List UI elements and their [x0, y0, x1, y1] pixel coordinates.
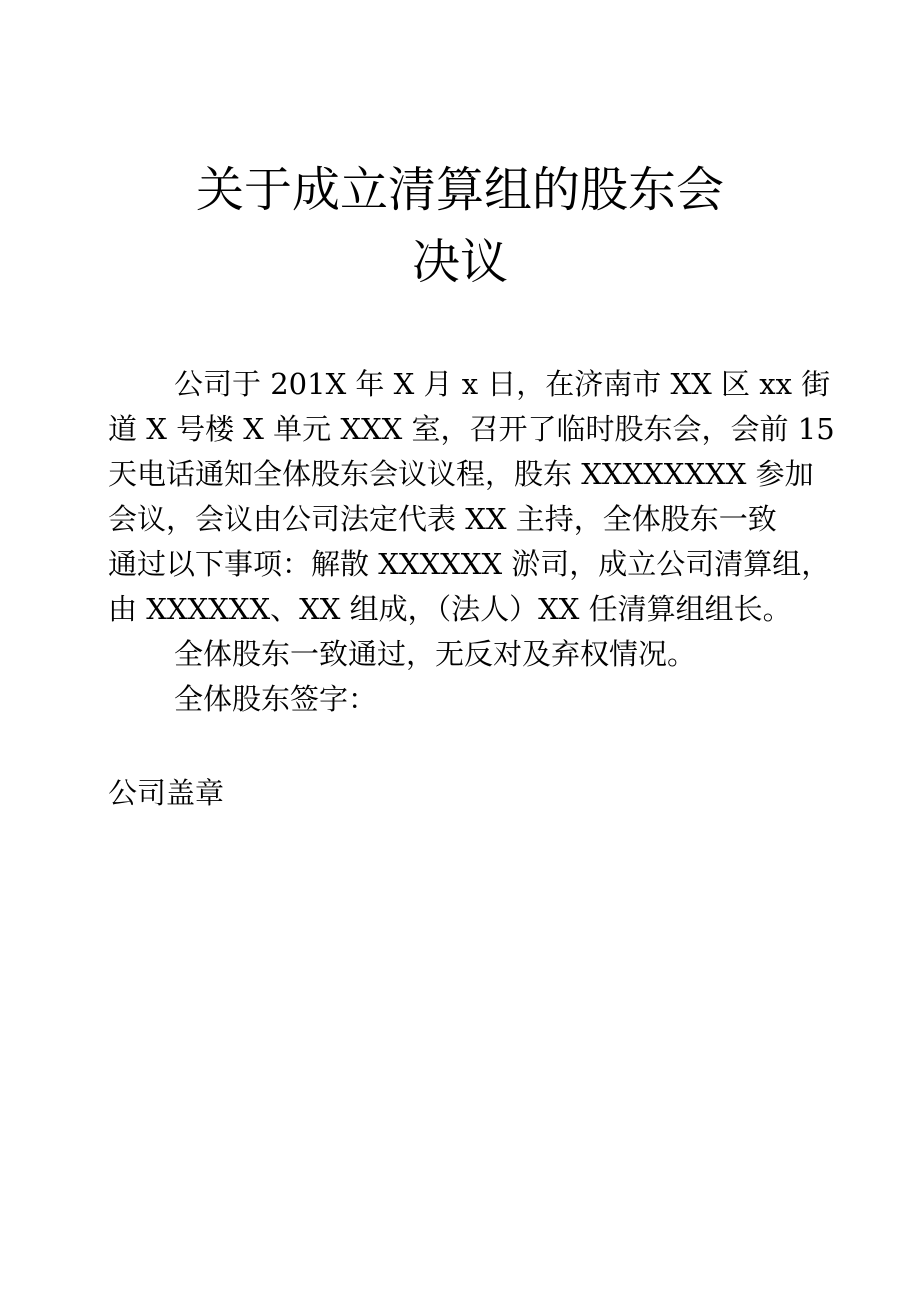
paragraph-1-line-1: 公司于 201X 年 X 月 x 日，在济南市 XX 区 xx 街: [174, 367, 831, 401]
paragraph-1-line-3: 天电话通知全体股东会议议程，股东 XXXXXXXX 参加: [108, 457, 814, 491]
paragraph-1-line-2: 道 X 号楼 X 单元 XXX 室，召开了临时股东会，会前 15: [108, 412, 835, 446]
paragraph-1-line-4: 会议，会议由公司法定代表 XX 主持，全体股东一致: [108, 502, 777, 536]
paragraph-2: 全体股东一致通过，无反对及弃权情况。: [174, 637, 697, 671]
document-title-line-2: 决议: [411, 234, 508, 290]
document-title-line-1: 关于成立清算组的股东会: [195, 162, 724, 218]
paragraph-1-line-5: 通过以下事项：解散 XXXXXX 淤司，成立公司清算组，: [108, 547, 831, 581]
company-seal-label: 公司盖章: [108, 776, 225, 810]
paragraph-1-line-6: 由 XXXXXX、XX 组成，（法人）XX 任清算组组长。: [108, 592, 792, 626]
signature-label: 全体股东签字：: [174, 682, 378, 716]
